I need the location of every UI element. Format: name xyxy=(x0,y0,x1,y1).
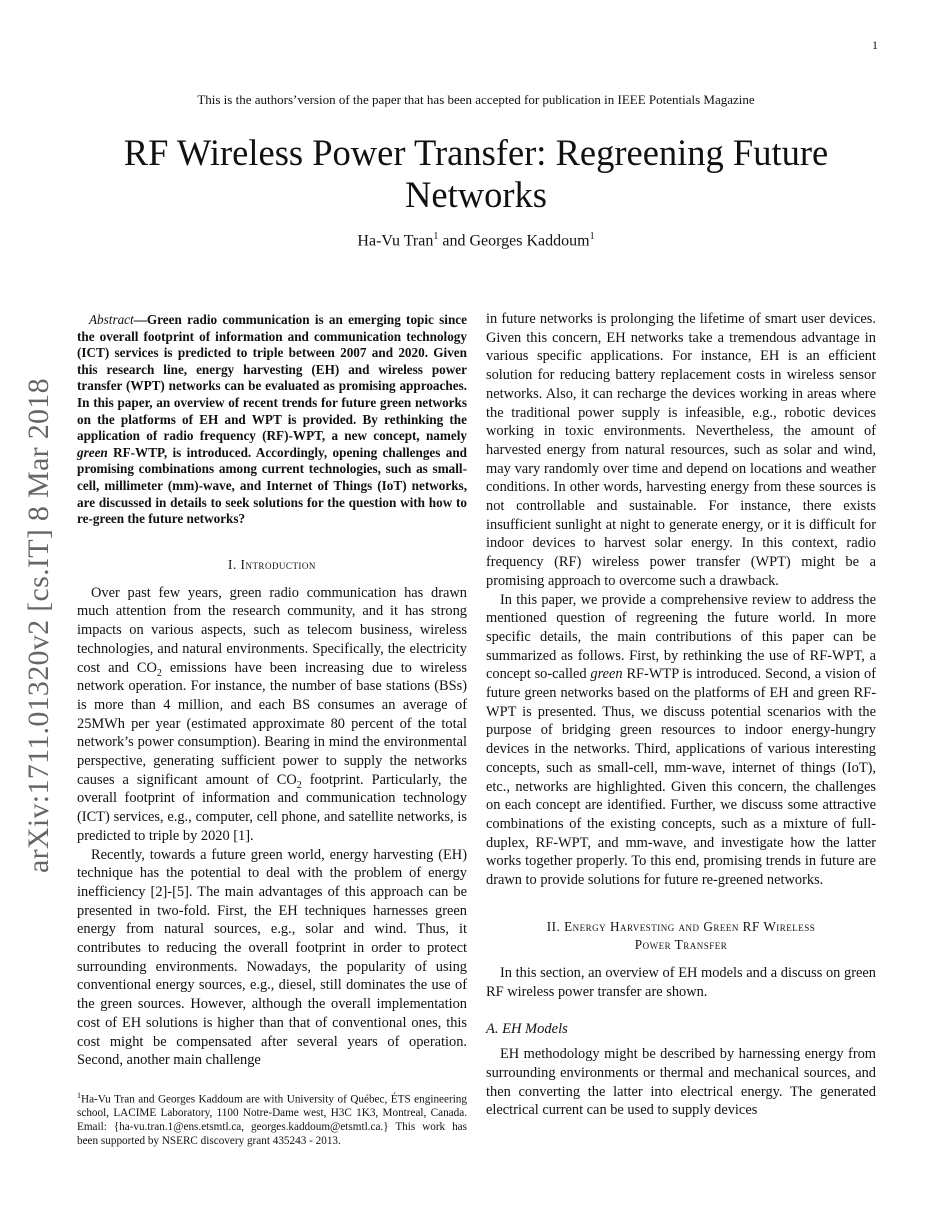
page-number: 1 xyxy=(872,38,878,52)
paragraph-text: Over past few years, green radio communication has drawn much attention from the research community, and it has strong impacts on various aspects, such as telecom business, wireless technologies, and natural environments. Specifically, the electricity cost and CO xyxy=(77,584,467,676)
paragraph-text: footprint. Particularly, the overall footprint of information and communication technology (ICT) services, e.g., computer, cell phone, and satellite networks, is predicted to triple by 2020 [1]. xyxy=(77,771,467,844)
paragraph: in future networks is prolonging the lifetime of smart user devices. Given this concern, EH networks take a tremendous advantage in various specific applications. For instance, EH is an efficient solution for reducing battery replacement costs in wireless sensor networks. Also, it can recharge the devices working in areas where the traditional power supply is infeasible, e.g., robotic devices working in toxic environments. Nevertheless, the amount of harvested energy from natural resources, such as solar and wind, may vary randomly over time and depend on locations and weather conditions. In other words, harvesting energy from these sources is not controllable and sustainable. For instance, there exists insufficient sunlight at night to generate energy, or it is difficult for indoor devices to harvest solar energy. In this context, radio frequency (RF) wireless power transfer (WPT) might be a promising approach to overcome such a drawback. xyxy=(486,311,876,589)
emphasis-text: green xyxy=(590,666,623,683)
section-title: Energy Harvesting and Green RF Wireless xyxy=(564,918,816,934)
author-name: Georges Kaddoum xyxy=(469,232,590,250)
paragraph: EH methodology might be described by harnessing energy from surrounding environments or thermal and mechanical sources, and then converting the latter into electrical energy. The generated electrical current can be used to supply devices xyxy=(486,1046,876,1119)
footnote xyxy=(77,1089,467,1149)
abstract xyxy=(77,312,467,528)
right-column xyxy=(486,310,876,1120)
section-number: I. xyxy=(228,556,241,572)
paragraph: In this section, an overview of EH models and a discuss on green RF wireless power transfer are shown. xyxy=(486,964,876,1000)
section-number: II. xyxy=(546,918,565,934)
abstract-text: —Green radio communication is an emerging topic since the overall footprint of information and communication technology (ICT) services is predicted to triple between 2007 and 2020. Given this research line, energy harvesting (EH) and wireless power transfer (WPT) networks can be evaluated as promising approaches. In this paper, an overview of recent trends for future green networks on the platforms of EH and WPT is provided. By rethinking the application of radio frequency (RF)-WPT, a new concept, namely xyxy=(77,312,467,444)
paragraph-text: In this paper, we provide a comprehensive review to address the mentioned question of regreening the future world. In more specific details, the main contributions of this paper can be summarized as follows. First, by rethinking the use of RF-WPT, a concept so-called xyxy=(486,591,876,683)
author-line xyxy=(0,231,952,250)
paragraph xyxy=(77,584,467,846)
arxiv-identifier: arXiv:1711.01320v2 [cs.IT] 8 Mar 2018 xyxy=(22,378,55,873)
affiliation-mark: 1 xyxy=(589,231,595,242)
footnote-text: Ha-Vu Tran and Georges Kaddoum are with University of Québec, ÉTS engineering school, LACIME Laboratory, 1100 Notre-Dame west, H3C 1K3, Montreal, Canada. Email: {ha-vu.tran.1@ens.etsmtl.ca, georges.kaddoum@etsmtl.ca.} This work has been supported by NSERC discovery grant 435243 - 2013. xyxy=(77,1093,467,1147)
paper-title: RF Wireless Power Transfer: Regreening Future Networks xyxy=(123,132,829,215)
abstract-text: RF-WTP, is introduced. Accordingly, opening challenges and promising combinations among current technologies, such as small-cell, millimeter (mm)-wave, and Internet of Things (IoT) networks, are discussed in details to seek solutions for the question with how to re-green the future networks? xyxy=(77,444,467,527)
abstract-emphasis: green xyxy=(77,444,108,460)
affiliation-mark: 1 xyxy=(433,231,439,242)
section-title-continued: Power Transfer xyxy=(634,936,728,952)
paragraph: Recently, towards a future green world, energy harvesting (EH) technique has the potential to deal with the problem of energy inefficiency [2]-[5]. The main advantages of this approach can be presented in two-fold. First, the EH techniques harnesses green energy from natural sources, e.g., solar and wind. Thus, it contributes to reducing the overall footprint in order to protect surrounding environments. Nowadays, the popularity of using conventional energy sources, e.g., diesel, still dominates the use of the green sources. However, although the overall implementation cost of EH solutions is higher than that of conventional ones, this cost might be compensated after several years of operation. Second, another main challenge xyxy=(77,846,467,1069)
paragraph-text: emissions have been increasing due to wireless network operation. For instance, the number of base stations (BSs) is more than 4 million, and each BS consumes an average of 25MWh per year (estimated approximate 80 percent of the total network’s power consumption). Bearing in mind the environmental perspective, generating sufficient power to supply the networks causes a significant amount of CO xyxy=(77,659,468,788)
paragraph-text: RF-WTP is introduced. Second, a vision of future green networks based on the platforms of EH and green RF-WPT is presented. Thus, we discuss potential scenarios with the purpose of bridging green resources to indoor energy-hungry devices in the networks. Third, applications of various interesting concepts, such as small-cell, mm-wave, internet of things (IoT), etc., networks are highlighted. Given this concern, the challenges on each concept are identified. Further, we discuss some attractive combinations of the existing concepts, such as a mixture of full-duplex, RF-WPT, and mm-wave, and investigate how the latter works together properly. To this end, promising trends in future are drawn to provide solutions for future re-greened networks. xyxy=(486,666,876,889)
publication-note: This is the authors’version of the paper that has been accepted for publication in IEEE Potentials Magazine xyxy=(197,92,755,107)
subsection-heading: A. EH Models xyxy=(486,1021,568,1038)
section-heading-introduction xyxy=(77,556,467,574)
footnote-mark: 1 xyxy=(77,1091,81,1100)
subscript: 2 xyxy=(156,667,162,679)
subscript: 2 xyxy=(296,779,302,791)
left-column xyxy=(77,310,467,1070)
paragraph xyxy=(486,591,876,890)
section-title: Introduction xyxy=(240,556,316,572)
author-name: Ha-Vu Tran xyxy=(357,232,434,250)
author-conjunction: and xyxy=(438,232,470,250)
section-heading-energy-harvesting xyxy=(486,918,876,954)
abstract-label: Abstract xyxy=(89,312,134,327)
